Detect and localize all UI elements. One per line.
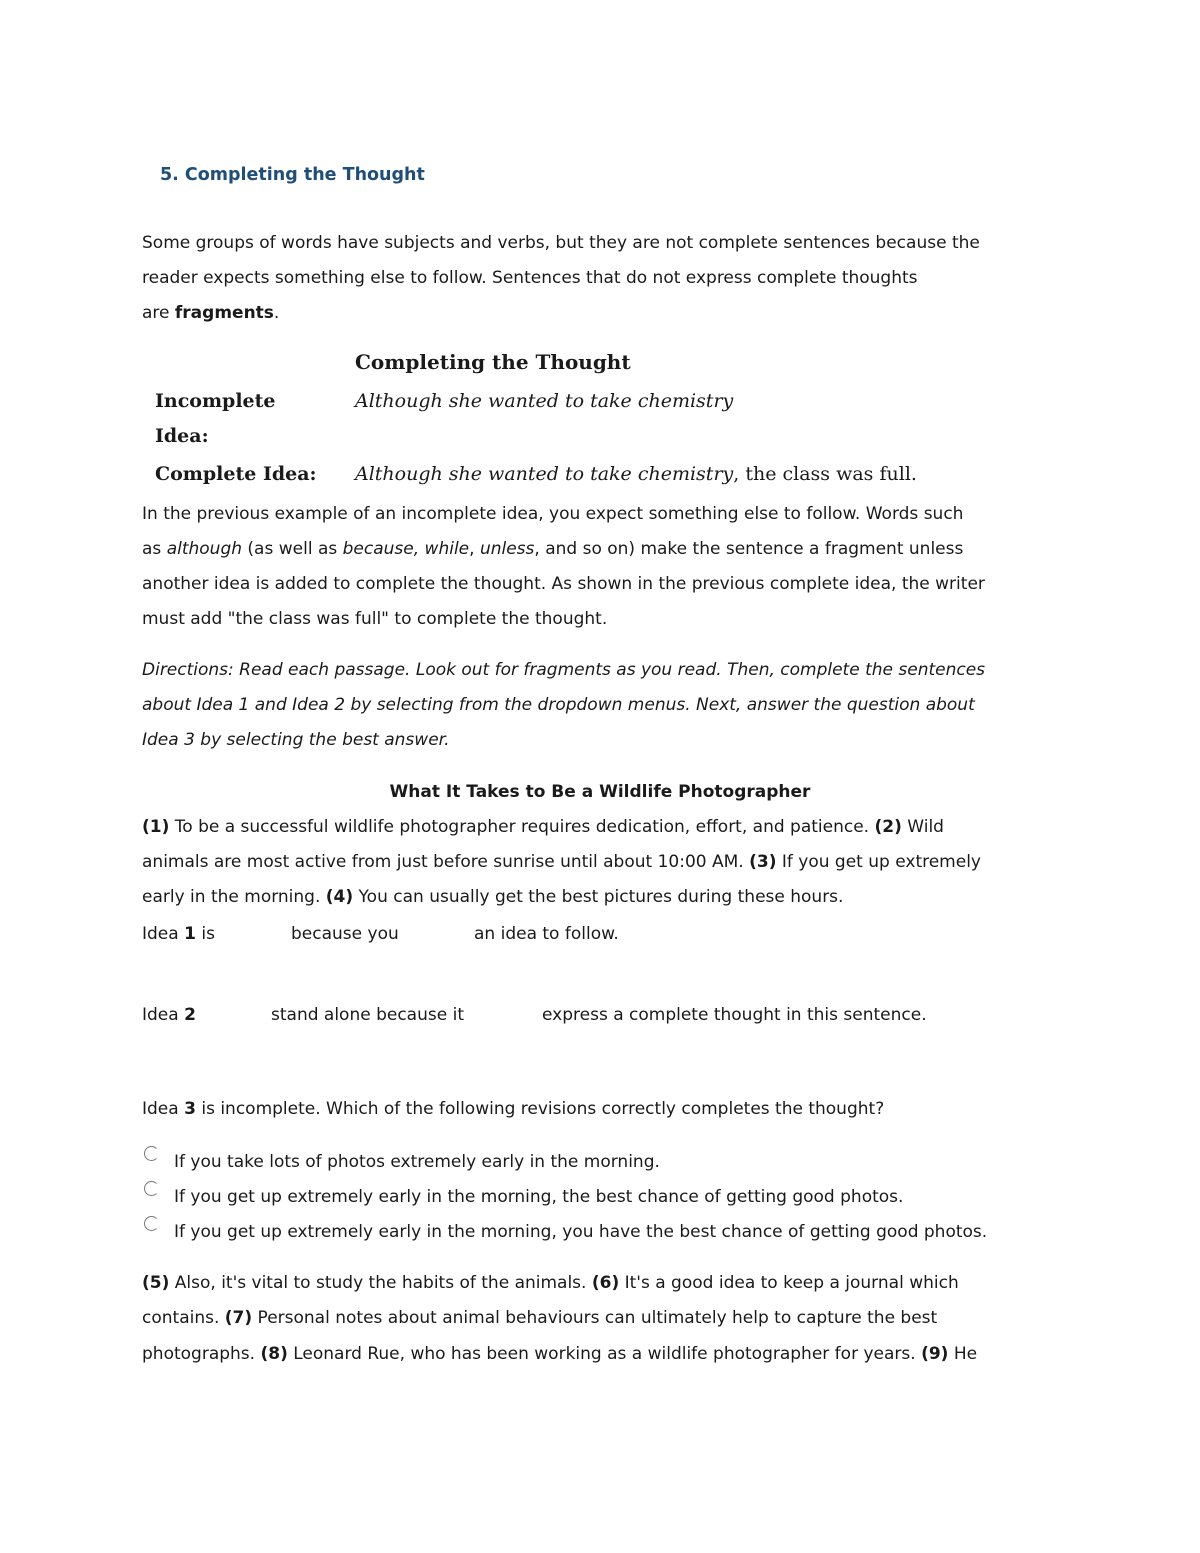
expl-italic-unless: unless <box>479 539 535 559</box>
option-3-label[interactable]: If you get up extremely early in the morning, you have the best chance of getting good photos. <box>174 1222 988 1242</box>
sentence-number: (3) <box>749 852 777 872</box>
sentence-number: (4) <box>325 887 354 907</box>
idea-label: Idea <box>142 924 185 944</box>
explanation-line-3: another idea is added to complete the thought. As shown in the previous complete idea, the writer <box>142 574 985 594</box>
directions-line-2: about Idea 1 and Idea 2 by selecting from the dropdown menus. Next, answer the question about <box>142 695 975 715</box>
passage1-line-3 <box>142 880 843 915</box>
intro-text: are <box>142 303 175 323</box>
section-heading: 5. Completing the Thought <box>160 165 425 185</box>
term-fragments: fragments <box>174 303 274 323</box>
idea2-dropdown-1[interactable] <box>204 1001 266 1031</box>
intro-line-3 <box>142 296 279 331</box>
sentence-text: To be a successful wildlife photographer requires dedication, effort, and patience. <box>169 817 875 837</box>
idea1-middle: because you <box>291 924 399 944</box>
complete-label: Complete Idea: <box>155 463 317 485</box>
sentence-text: Leonard Rue, who has been working as a wildlife photographer for years. <box>287 1344 922 1364</box>
explanation-line-4: must add "the class was full" to complete the thought. <box>142 609 608 629</box>
sentence-number: (9) <box>921 1344 949 1364</box>
sentence-number: (6) <box>591 1273 620 1293</box>
passage-title: What It Takes to Be a Wildlife Photographer <box>389 782 811 802</box>
sentence-text: photographs. <box>142 1344 261 1364</box>
idea2-middle: stand alone because it <box>271 1005 464 1025</box>
explanation-line-2 <box>142 532 963 567</box>
complete-example-italic: Although she wanted to take chemistry <box>355 463 734 485</box>
expl-italic-because-while: because, while <box>342 539 470 559</box>
sentence-text: contains. <box>142 1308 225 1328</box>
sentence-text: animals are most active from just before sunrise until about 10:00 AM. <box>142 852 750 872</box>
sentence-text: early in the morning. <box>142 887 326 907</box>
passage1-line-2 <box>142 845 981 880</box>
sentence-text: Also, it's vital to study the habits of the animals. <box>169 1273 592 1293</box>
directions-line-3: Idea 3 by selecting the best answer. <box>142 730 450 750</box>
directions-line-1: Directions: Read each passage. Look out for fragments as you read. Then, complete the sentences <box>142 660 986 680</box>
expl-text: , <box>469 539 480 559</box>
passage1-line-1 <box>142 810 944 845</box>
passage2-line-3 <box>142 1337 977 1372</box>
passage2-line-2 <box>142 1301 937 1336</box>
incomplete-example: Although she wanted to take chemistry <box>355 390 734 412</box>
idea-number: 1 <box>184 924 196 944</box>
sentence-text: Personal notes about animal behaviours can ultimately help to capture the best <box>252 1308 938 1328</box>
idea2-dropdown-2[interactable] <box>474 1001 538 1031</box>
sentence-number: (5) <box>142 1273 170 1293</box>
sentence-number: (1) <box>142 817 170 837</box>
complete-example-rest: , the class was full. <box>733 463 917 485</box>
idea-label: Idea <box>142 1005 185 1025</box>
incomplete-label-line1: Incomplete <box>155 390 276 412</box>
radio-button-icon[interactable] <box>144 1181 159 1196</box>
idea-number: 2 <box>184 1005 196 1025</box>
intro-line-1: Some groups of words have subjects and verbs, but they are not complete sentences because the <box>142 233 980 253</box>
explanation-line-1: In the previous example of an incomplete idea, you expect something else to follow. Words such <box>142 504 964 524</box>
expl-text: as <box>142 539 167 559</box>
idea-text: is <box>195 924 215 944</box>
idea2-prefix <box>142 998 196 1033</box>
radio-option-3[interactable] <box>144 1216 159 1236</box>
radio-button-icon[interactable] <box>144 1216 159 1231</box>
idea1-dropdown-2[interactable] <box>406 920 470 950</box>
idea2-suffix: express a complete thought in this sentence. <box>542 1005 927 1025</box>
idea3-question <box>142 1092 884 1127</box>
idea1-suffix: an idea to follow. <box>474 924 619 944</box>
table-title: Completing the Thought <box>355 350 631 374</box>
option-2-label[interactable]: If you get up extremely early in the morning, the best chance of getting good photos. <box>174 1187 904 1207</box>
expl-text: , and so on) make the sentence a fragment unless <box>534 539 964 559</box>
sentence-text: He <box>948 1344 978 1364</box>
incomplete-label-line2: Idea: <box>155 425 209 447</box>
expl-italic-although: although <box>166 539 243 559</box>
idea-label: Idea <box>142 1099 185 1119</box>
sentence-number: (2) <box>874 817 902 837</box>
option-1-label[interactable]: If you take lots of photos extremely early in the morning. <box>174 1152 660 1172</box>
radio-button-icon[interactable] <box>144 1146 159 1161</box>
expl-text: (as well as <box>242 539 343 559</box>
passage2-line-1 <box>142 1266 959 1301</box>
complete-example <box>355 463 917 485</box>
idea-text: is incomplete. Which of the following revisions correctly completes the thought? <box>195 1099 885 1119</box>
idea1-prefix <box>142 917 215 952</box>
idea-number: 3 <box>184 1099 196 1119</box>
intro-period: . <box>273 303 280 323</box>
intro-line-2: reader expects something else to follow. Sentences that do not express complete thoughts <box>142 268 918 288</box>
sentence-text: If you get up extremely <box>776 852 981 872</box>
idea1-dropdown-1[interactable] <box>222 920 284 950</box>
sentence-text: You can usually get the best pictures during these hours. <box>353 887 844 907</box>
sentence-number: (8) <box>260 1344 288 1364</box>
radio-option-1[interactable] <box>144 1146 159 1166</box>
sentence-text: Wild <box>901 817 944 837</box>
radio-option-2[interactable] <box>144 1181 159 1201</box>
sentence-number: (7) <box>224 1308 253 1328</box>
sentence-text: It's a good idea to keep a journal which <box>619 1273 959 1293</box>
